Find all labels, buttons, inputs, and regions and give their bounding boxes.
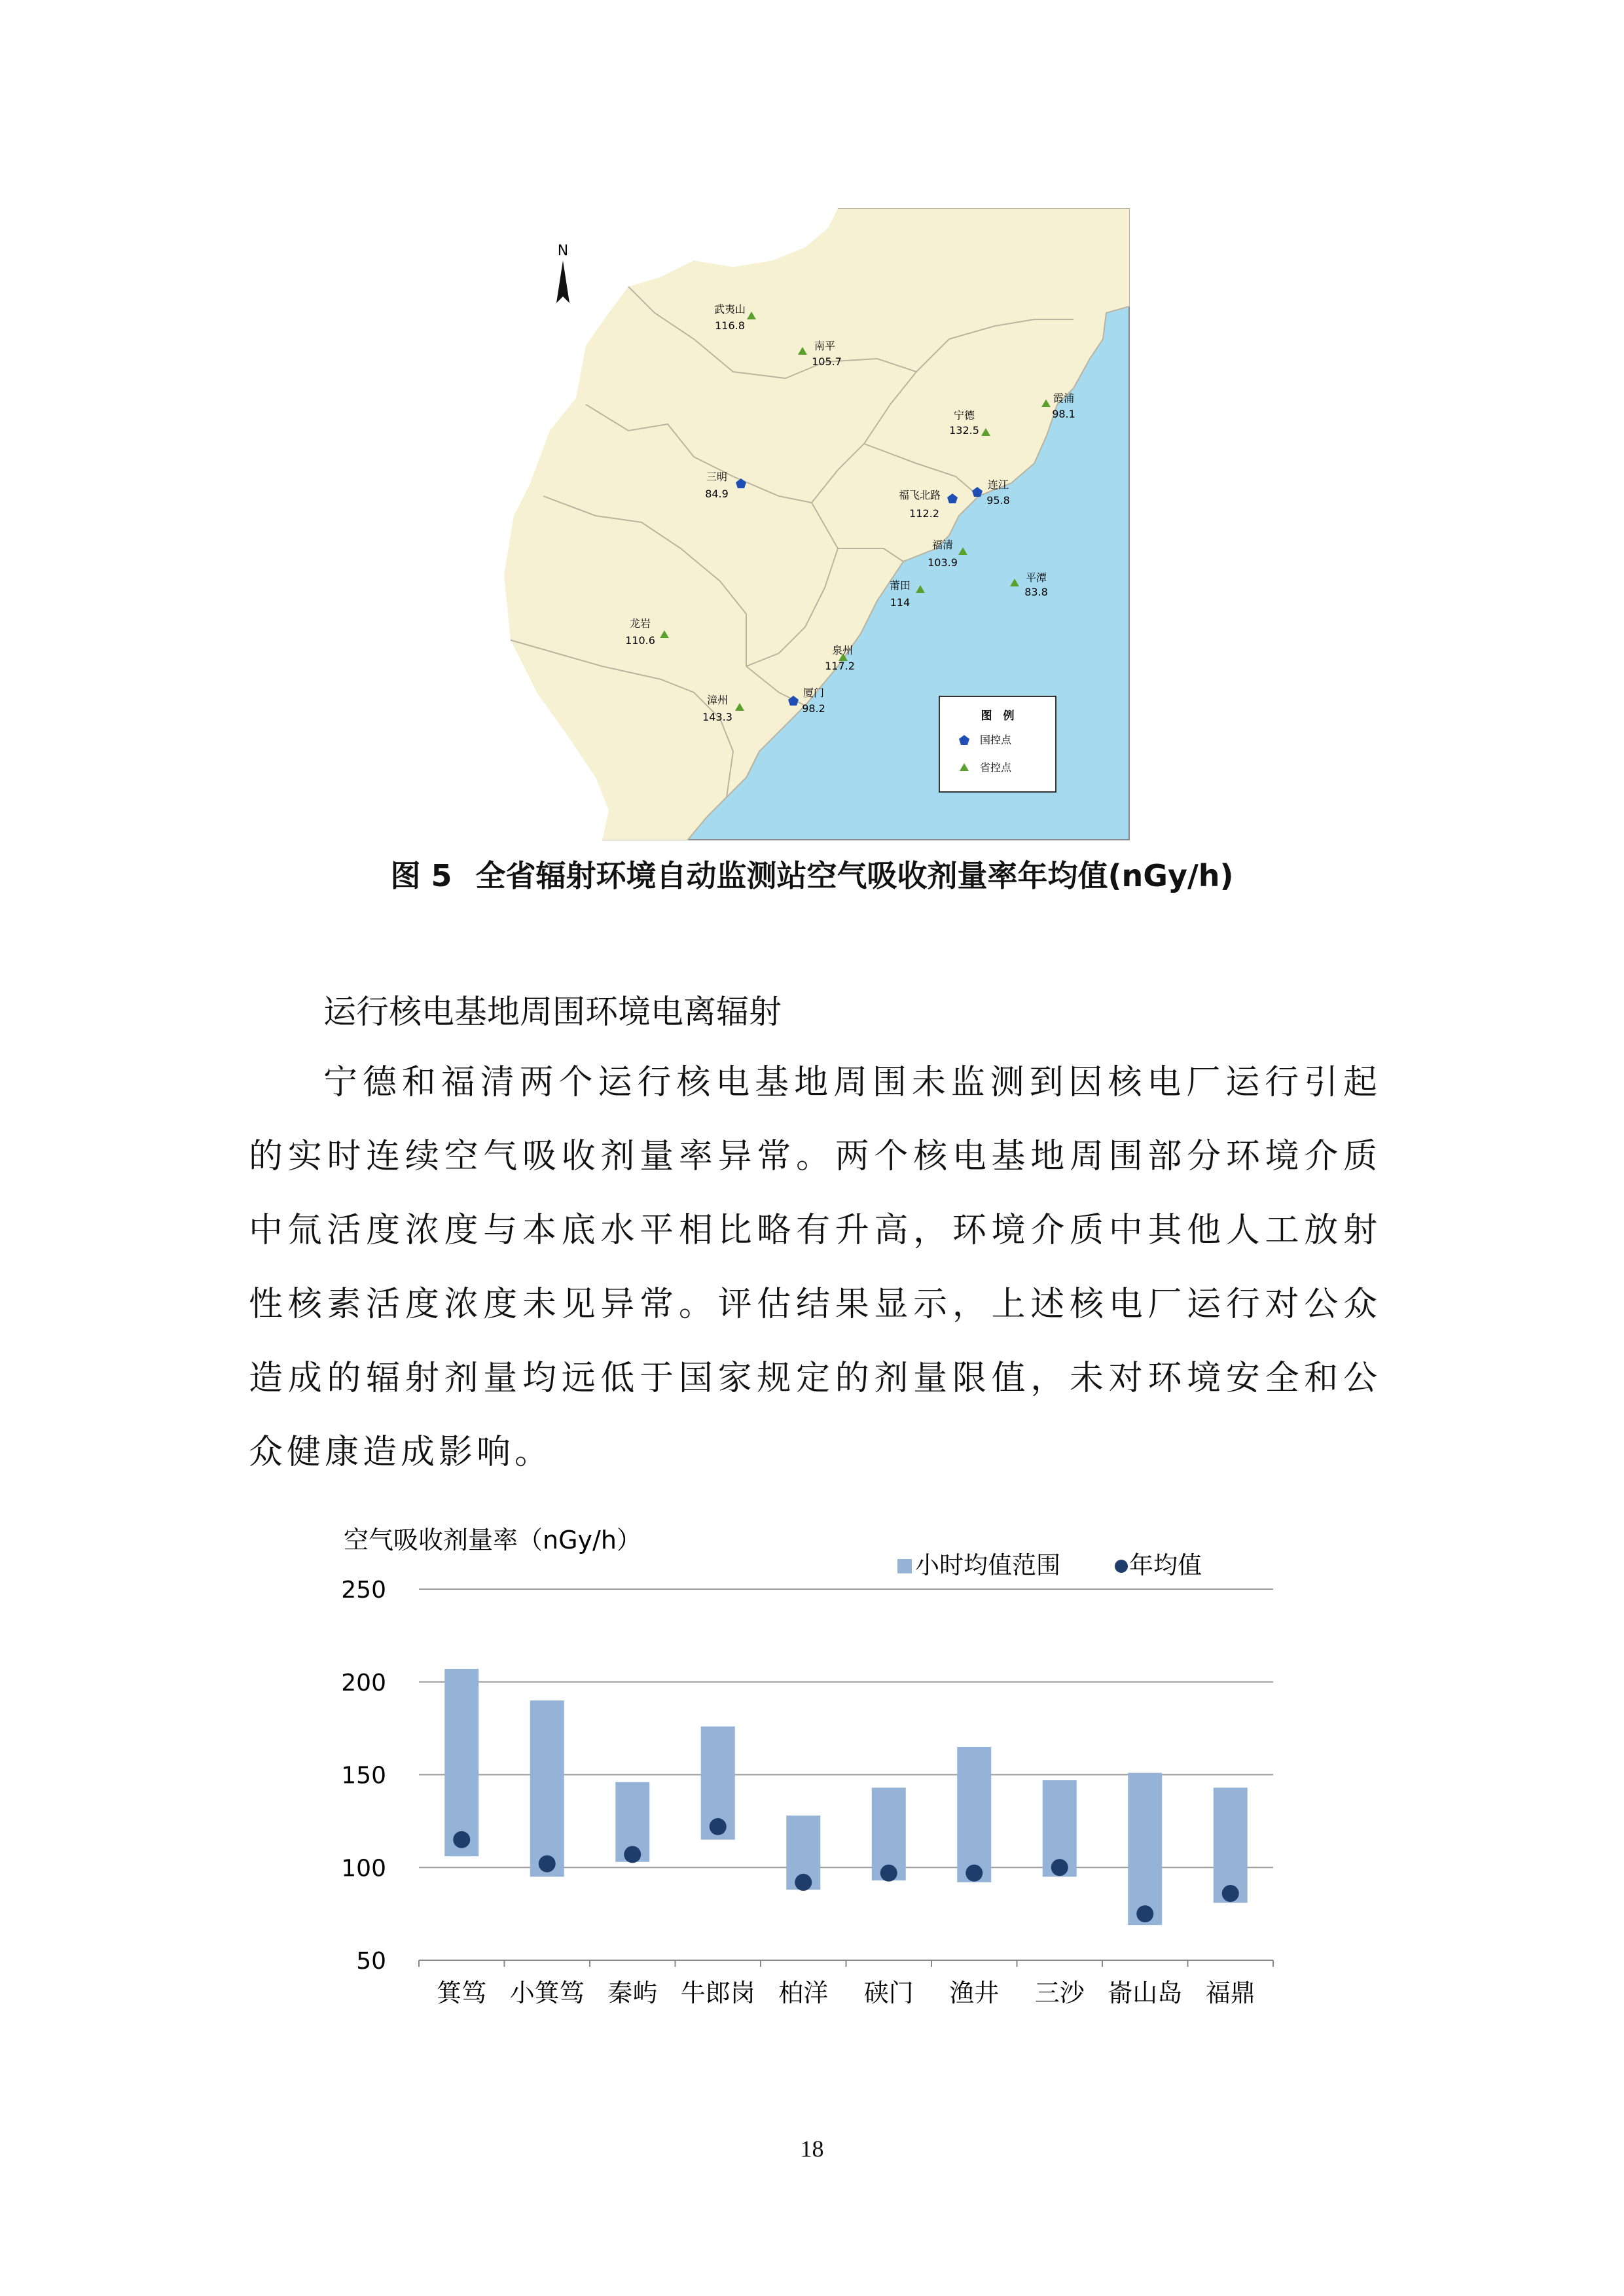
svg-text:84.9: 84.9 (705, 488, 729, 500)
annual-mean-point (880, 1865, 897, 1882)
chart-bars (444, 1669, 1248, 1925)
chart-legend (897, 1551, 1202, 1579)
figure-caption (0, 852, 1624, 895)
y-tick-label: 100 (341, 1855, 386, 1882)
x-tick-label: 小箕笃 (509, 1979, 585, 2007)
x-tick-label: 秦屿 (607, 1979, 658, 2007)
y-tick-label: 200 (341, 1669, 386, 1696)
annual-mean-point (710, 1818, 727, 1835)
figure-number: 图 5 (390, 858, 452, 893)
body-paragraph: 宁德和福清两个运行核电基地周围未监测到因核电厂运行引起的实时连续空气吸收剂量率异常。两个核电基地周围部分环境介质中氚活度浓度与本底水平相比略有升高，环境介质中其他人工放射性核素活度浓度未见异常。评估结果显示，上述核电厂运行对公众造成的辐射剂量均远低于国家规定的剂量限值，未对环境安全和公众健康造成影响。 (249, 1063, 1381, 1472)
svg-text:霞浦: 霞浦 (1053, 392, 1075, 404)
x-tick-label: 箕笃 (437, 1979, 487, 2007)
svg-text:95.8: 95.8 (986, 494, 1010, 507)
x-tick-label: 福鼎 (1205, 1979, 1255, 2007)
y-tick-label: 250 (341, 1577, 386, 1604)
svg-text:图 例: 图 例 (981, 709, 1015, 723)
svg-text:南平: 南平 (814, 340, 836, 352)
chart-xaxis (419, 1960, 1273, 1967)
svg-text:莆田: 莆田 (889, 579, 911, 592)
svg-text:平潭: 平潭 (1025, 571, 1047, 584)
chart-points (453, 1818, 1239, 1922)
svg-text:漳州: 漳州 (706, 694, 729, 706)
page-number: 18 (800, 2136, 824, 2162)
fujian-map (497, 208, 1130, 840)
svg-text:泉州: 泉州 (831, 644, 854, 656)
svg-text:宁德: 宁德 (953, 409, 975, 422)
svg-text:福飞北路: 福飞北路 (898, 489, 941, 501)
svg-text:国控点: 国控点 (980, 734, 1012, 746)
x-tick-label: 渔井 (949, 1979, 1000, 2007)
annual-mean-point (1051, 1859, 1068, 1876)
svg-text:三明: 三明 (706, 471, 728, 483)
svg-text:114: 114 (890, 596, 911, 609)
svg-text:117.2: 117.2 (825, 660, 855, 672)
range-bar (957, 1747, 991, 1882)
annual-mean-point (453, 1831, 470, 1848)
chart-xlabels (437, 1979, 1255, 2007)
svg-text:83.8: 83.8 (1024, 586, 1048, 598)
annual-mean-point (1222, 1885, 1239, 1902)
svg-text:连江: 连江 (987, 478, 1009, 491)
svg-text:98.2: 98.2 (802, 702, 825, 715)
svg-text:112.2: 112.2 (909, 507, 939, 520)
svg-text:116.8: 116.8 (715, 319, 745, 332)
x-tick-label: 三沙 (1034, 1979, 1085, 2007)
svg-text:厦门: 厦门 (803, 687, 825, 699)
svg-text:N: N (557, 243, 569, 259)
svg-text:省控点: 省控点 (980, 761, 1012, 774)
map-legend (939, 696, 1056, 792)
svg-text:143.3: 143.3 (702, 711, 732, 723)
x-tick-label: 牛郎岗 (680, 1979, 755, 2007)
legend-point-label: 年均值 (1129, 1551, 1202, 1579)
svg-text:103.9: 103.9 (928, 556, 958, 569)
chart-yticks (341, 1577, 386, 1975)
legend-point-swatch (1115, 1560, 1128, 1573)
y-tick-label: 50 (356, 1948, 386, 1975)
chart-ylabel: 空气吸收剂量率（nGy/h） (344, 1526, 641, 1554)
annual-mean-point (965, 1865, 983, 1882)
annual-mean-point (624, 1846, 641, 1863)
range-bar (444, 1669, 478, 1856)
svg-text:132.5: 132.5 (949, 424, 979, 437)
svg-text:110.6: 110.6 (625, 634, 655, 647)
x-tick-label: 嵛山岛 (1108, 1979, 1183, 2007)
dose-rate-chart (327, 1505, 1309, 2029)
annual-mean-point (539, 1856, 556, 1873)
range-bar (1128, 1773, 1162, 1925)
svg-text:98.1: 98.1 (1052, 408, 1075, 420)
svg-text:105.7: 105.7 (812, 355, 842, 368)
svg-text:福清: 福清 (931, 539, 954, 551)
section-heading: 运行核电基地周围环境电离辐射 (323, 993, 782, 1031)
x-tick-label: 柏洋 (778, 1979, 829, 2007)
svg-text:龙岩: 龙岩 (629, 617, 651, 630)
figure-title: 全省辐射环境自动监测站空气吸收剂量率年均值(nGy/h) (475, 858, 1234, 893)
range-bar (530, 1700, 564, 1876)
x-tick-label: 硖门 (863, 1979, 914, 2007)
legend-range-swatch (897, 1559, 912, 1573)
legend-range-label: 小时均值范围 (915, 1551, 1060, 1579)
annual-mean-point (1136, 1905, 1153, 1922)
y-tick-label: 150 (341, 1762, 386, 1789)
annual-mean-point (795, 1874, 812, 1891)
svg-text:武夷山: 武夷山 (713, 303, 746, 315)
